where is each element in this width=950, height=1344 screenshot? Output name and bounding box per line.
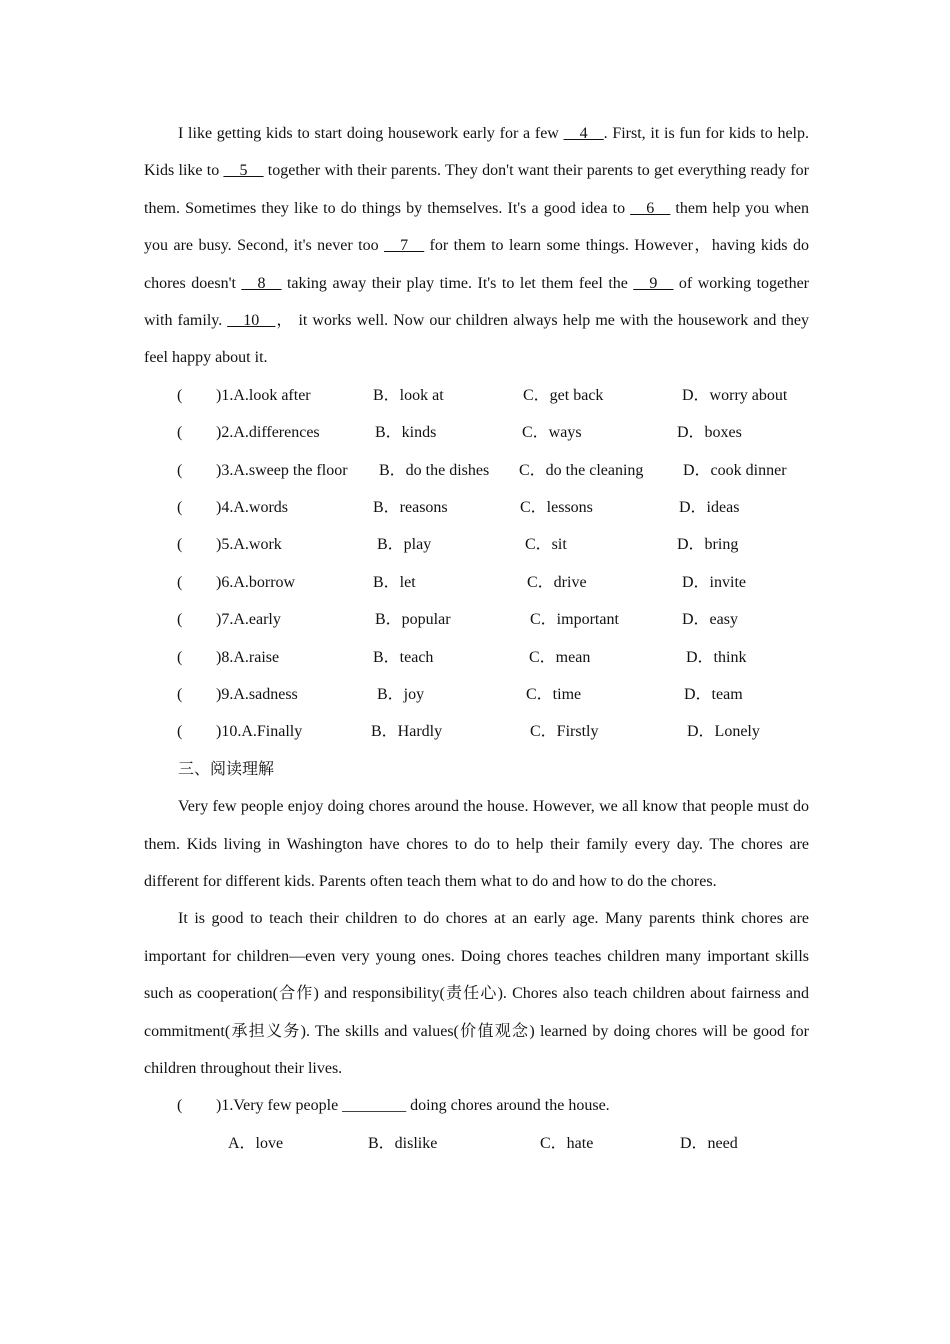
option-d: D．need: [680, 1134, 738, 1152]
option-c: C．Firstly: [530, 723, 599, 741]
reading-paragraph-2: It is good to teach their children to do chores at an early age. Many parents think chores are important for children—even very young ones. Doing chores teaches children many important skills such as cooperation(合作) and responsibility(责任心). Chores also teach children about fairness and commitment(承担义务). The skills and values(价值观念) learned by doing chores will be good for children throughout their lives.: [144, 910, 809, 1077]
cloze-blank: __8__: [241, 274, 282, 292]
cloze-text: I like getting kids to start doing housework early for a few: [178, 125, 564, 142]
option-c: C．do the cleaning: [519, 461, 644, 479]
option-c: C．mean: [529, 648, 591, 666]
cloze-question-row: [144, 564, 809, 601]
option-b: B．look at: [373, 386, 444, 404]
cloze-blank: __7__: [384, 237, 425, 255]
answer-paren: (: [177, 424, 183, 442]
option-c: C．lessons: [520, 499, 593, 517]
reading-question-1: [144, 1087, 809, 1124]
cloze-text: them help you when you are busy. Second, it's never too: [144, 199, 809, 255]
cloze-question-row: [144, 377, 809, 414]
option-a: )6.A.borrow: [216, 573, 296, 591]
option-b: B．let: [373, 573, 416, 591]
cloze-text: of working together with family.: [144, 274, 810, 330]
cloze-options: [144, 377, 809, 751]
option-a: )9.A.sadness: [216, 685, 298, 703]
option-b: B．popular: [375, 611, 451, 629]
reading-paragraph-1: Very few people enjoy doing chores around the house. However, we all know that people must do them. Kids living in Washington have chores to do to help their family every day. The chores are different for different kids. Parents often teach them what to do and how to do the chores.: [144, 798, 809, 890]
answer-paren: (: [177, 1097, 183, 1115]
option-d: D．think: [686, 648, 747, 666]
option-d: D．worry about: [682, 386, 788, 404]
option-b: B．dislike: [368, 1134, 438, 1152]
option-b: B．play: [377, 536, 432, 554]
answer-paren: (: [177, 386, 183, 404]
option-d: D．invite: [682, 573, 746, 591]
reading-question-1-options: [144, 1125, 809, 1162]
option-c: C．sit: [525, 536, 567, 554]
cloze-question-row: [144, 601, 809, 638]
answer-paren: (: [177, 685, 183, 703]
question-stem: )1.Very few people ________ doing chores around the house.: [216, 1097, 610, 1115]
option-b: B．joy: [377, 685, 425, 703]
answer-paren: (: [177, 536, 183, 554]
cloze-question-row: [144, 676, 809, 713]
option-d: D．bring: [677, 536, 739, 554]
option-c: C．ways: [522, 424, 582, 442]
answer-paren: (: [177, 723, 183, 741]
cloze-question-row: [144, 713, 809, 750]
cloze-text: taking away their play time. It's to let them feel the: [281, 274, 634, 292]
answer-paren: (: [177, 611, 183, 629]
option-a: A．love: [228, 1134, 284, 1152]
option-d: D．boxes: [677, 424, 742, 442]
option-b: B．kinds: [375, 424, 437, 442]
option-d: D．ideas: [679, 499, 740, 517]
cloze-text: . First, it is fun for kids to help. Kids like to: [144, 125, 810, 180]
cloze-text: together with their parents. They don't want their parents to get everything ready for them. Sometimes they like to do things by themselves. It's a good idea to: [144, 162, 809, 217]
option-b: B．teach: [373, 648, 434, 666]
option-a: )2.A.differences: [216, 424, 320, 442]
cloze-question-row: [144, 452, 809, 489]
option-c: C．get back: [523, 386, 604, 404]
cloze-text: ， it works well. Now our children always help me with the housework and they feel happy about it.: [144, 312, 810, 367]
option-a: )3.A.sweep the floor: [216, 461, 348, 479]
option-a: )4.A.words: [216, 499, 288, 517]
cloze-blank: __10__: [227, 312, 276, 330]
cloze-blank: __9__: [633, 274, 674, 292]
option-a: )10.A.Finally: [216, 723, 303, 741]
option-c: C．drive: [527, 573, 587, 591]
answer-paren: (: [177, 573, 183, 591]
cloze-blank: __6__: [630, 199, 671, 217]
cloze-passage: [144, 115, 809, 377]
option-d: D．Lonely: [687, 723, 760, 741]
cloze-blank: __4__: [563, 125, 604, 142]
cloze-text: for them to learn some things. However，having kids do chores doesn't: [144, 237, 810, 292]
option-c: C．hate: [540, 1134, 594, 1152]
cloze-blank: __5__: [223, 162, 264, 180]
worksheet-page: [144, 115, 809, 1162]
cloze-question-row: [144, 489, 809, 526]
cloze-question-row: [144, 639, 809, 676]
cloze-question-row: [144, 526, 809, 563]
answer-paren: (: [177, 648, 183, 666]
option-d: D．cook dinner: [683, 461, 787, 479]
option-a: )5.A.work: [216, 536, 282, 554]
option-b: B．reasons: [373, 499, 448, 517]
option-a: )8.A.raise: [216, 648, 280, 666]
answer-paren: (: [177, 461, 183, 479]
option-c: C．important: [530, 611, 619, 629]
option-d: D．easy: [682, 611, 738, 629]
answer-paren: (: [177, 499, 183, 517]
option-a: )7.A.early: [216, 611, 281, 629]
section-title: 三、阅读理解: [178, 760, 275, 778]
option-b: B．Hardly: [371, 723, 443, 741]
cloze-question-row: [144, 414, 809, 451]
option-c: C．time: [526, 685, 582, 703]
option-d: D．team: [684, 685, 743, 703]
option-b: B．do the dishes: [379, 461, 490, 479]
option-a: )1.A.look after: [216, 386, 311, 404]
